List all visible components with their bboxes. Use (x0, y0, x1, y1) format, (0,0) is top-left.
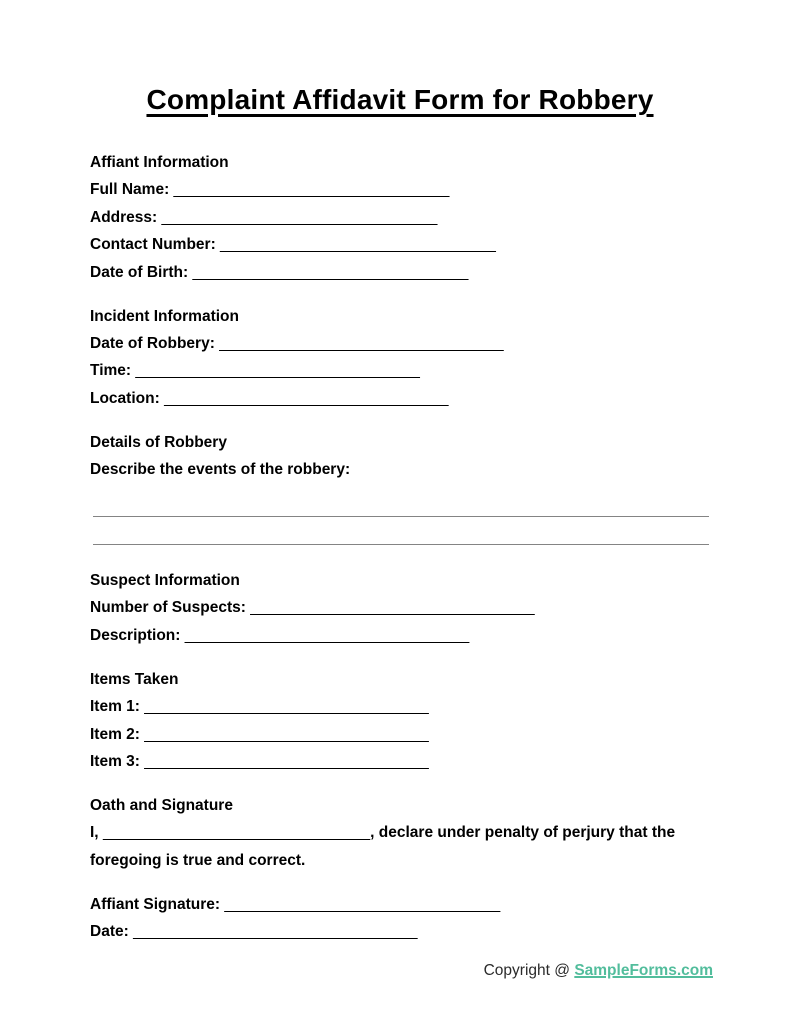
date-label: Date: (90, 922, 129, 940)
incident-section-heading: Incident Information (90, 307, 239, 325)
section-affiant-information (90, 149, 710, 286)
field-description (90, 622, 710, 649)
field-date-of-birth (90, 259, 710, 286)
section-details-of-robbery (90, 429, 710, 545)
description-label: Description: (90, 626, 181, 644)
address-label: Address: (90, 208, 158, 226)
items-section-heading: Items Taken (90, 670, 179, 688)
item-2-blank-line: _________________________________ (144, 725, 429, 743)
field-location (90, 385, 710, 412)
date-of-robbery-label: Date of Robbery: (90, 334, 215, 352)
description-write-line-1 (93, 516, 709, 517)
field-item-1 (90, 693, 710, 720)
field-number-of-suspects (90, 594, 710, 621)
copyright-text: Copyright @ (483, 962, 570, 980)
section-signature-block (90, 891, 710, 946)
field-date-of-robbery (90, 330, 710, 357)
oath-section-heading: Oath and Signature (90, 796, 233, 814)
description-blank-line: _________________________________ (184, 626, 470, 644)
time-label: Time: (90, 362, 132, 380)
section-suspect-information (90, 567, 710, 649)
item-3-label: Item 3: (90, 752, 140, 770)
oath-name-blank-line: _______________________________ (102, 824, 371, 842)
section-items-taken (90, 666, 710, 776)
affiant-section-heading: Affiant Information (90, 154, 229, 171)
oath-statement (90, 819, 710, 874)
location-blank-line: _________________________________ (164, 389, 449, 407)
section-oath-and-signature (90, 792, 710, 874)
location-label: Location: (90, 389, 160, 407)
date-of-birth-blank-line: ________________________________ (192, 263, 469, 281)
oath-suffix: , declare under penalty of perjury that the foregoing is true and correct. (90, 824, 676, 869)
contact-number-blank-line: ________________________________ (220, 236, 496, 254)
item-3-blank-line: _________________________________ (144, 752, 429, 770)
field-contact-number (90, 231, 710, 258)
oath-prefix: I, (90, 824, 99, 842)
field-time (90, 357, 710, 384)
affiant-signature-blank-line: ________________________________ (224, 895, 501, 913)
field-date (90, 918, 710, 945)
date-of-robbery-blank-line: _________________________________ (219, 334, 504, 352)
item-2-label: Item 2: (90, 725, 140, 743)
footer (90, 957, 713, 984)
contact-number-label: Contact Number: (90, 236, 216, 254)
details-prompt: Describe the events of the robbery: (90, 461, 351, 479)
item-1-label: Item 1: (90, 698, 140, 716)
page-title: Complaint Affidavit Form for Robbery (146, 84, 654, 115)
date-of-birth-label: Date of Birth: (90, 263, 189, 281)
number-of-suspects-label: Number of Suspects: (90, 599, 246, 617)
field-item-3 (90, 748, 710, 775)
item-1-blank-line: _________________________________ (144, 698, 429, 716)
field-full-name (90, 176, 710, 203)
number-of-suspects-blank-line: _________________________________ (250, 599, 535, 617)
full-name-blank-line: ________________________________ (173, 181, 450, 199)
section-incident-information (90, 303, 710, 413)
field-item-2 (90, 721, 710, 748)
address-blank-line: ________________________________ (161, 208, 438, 226)
full-name-label: Full Name: (90, 181, 170, 199)
field-address (90, 204, 710, 231)
description-write-line-2 (93, 544, 709, 545)
sampleforms-link[interactable]: SampleForms.com (574, 962, 713, 980)
affiant-signature-label: Affiant Signature: (90, 895, 221, 913)
suspect-section-heading: Suspect Information (90, 571, 240, 589)
date-blank-line: _________________________________ (133, 922, 418, 940)
details-section-heading: Details of Robbery (90, 433, 227, 451)
time-blank-line: _________________________________ (135, 362, 420, 380)
field-affiant-signature (90, 891, 710, 918)
